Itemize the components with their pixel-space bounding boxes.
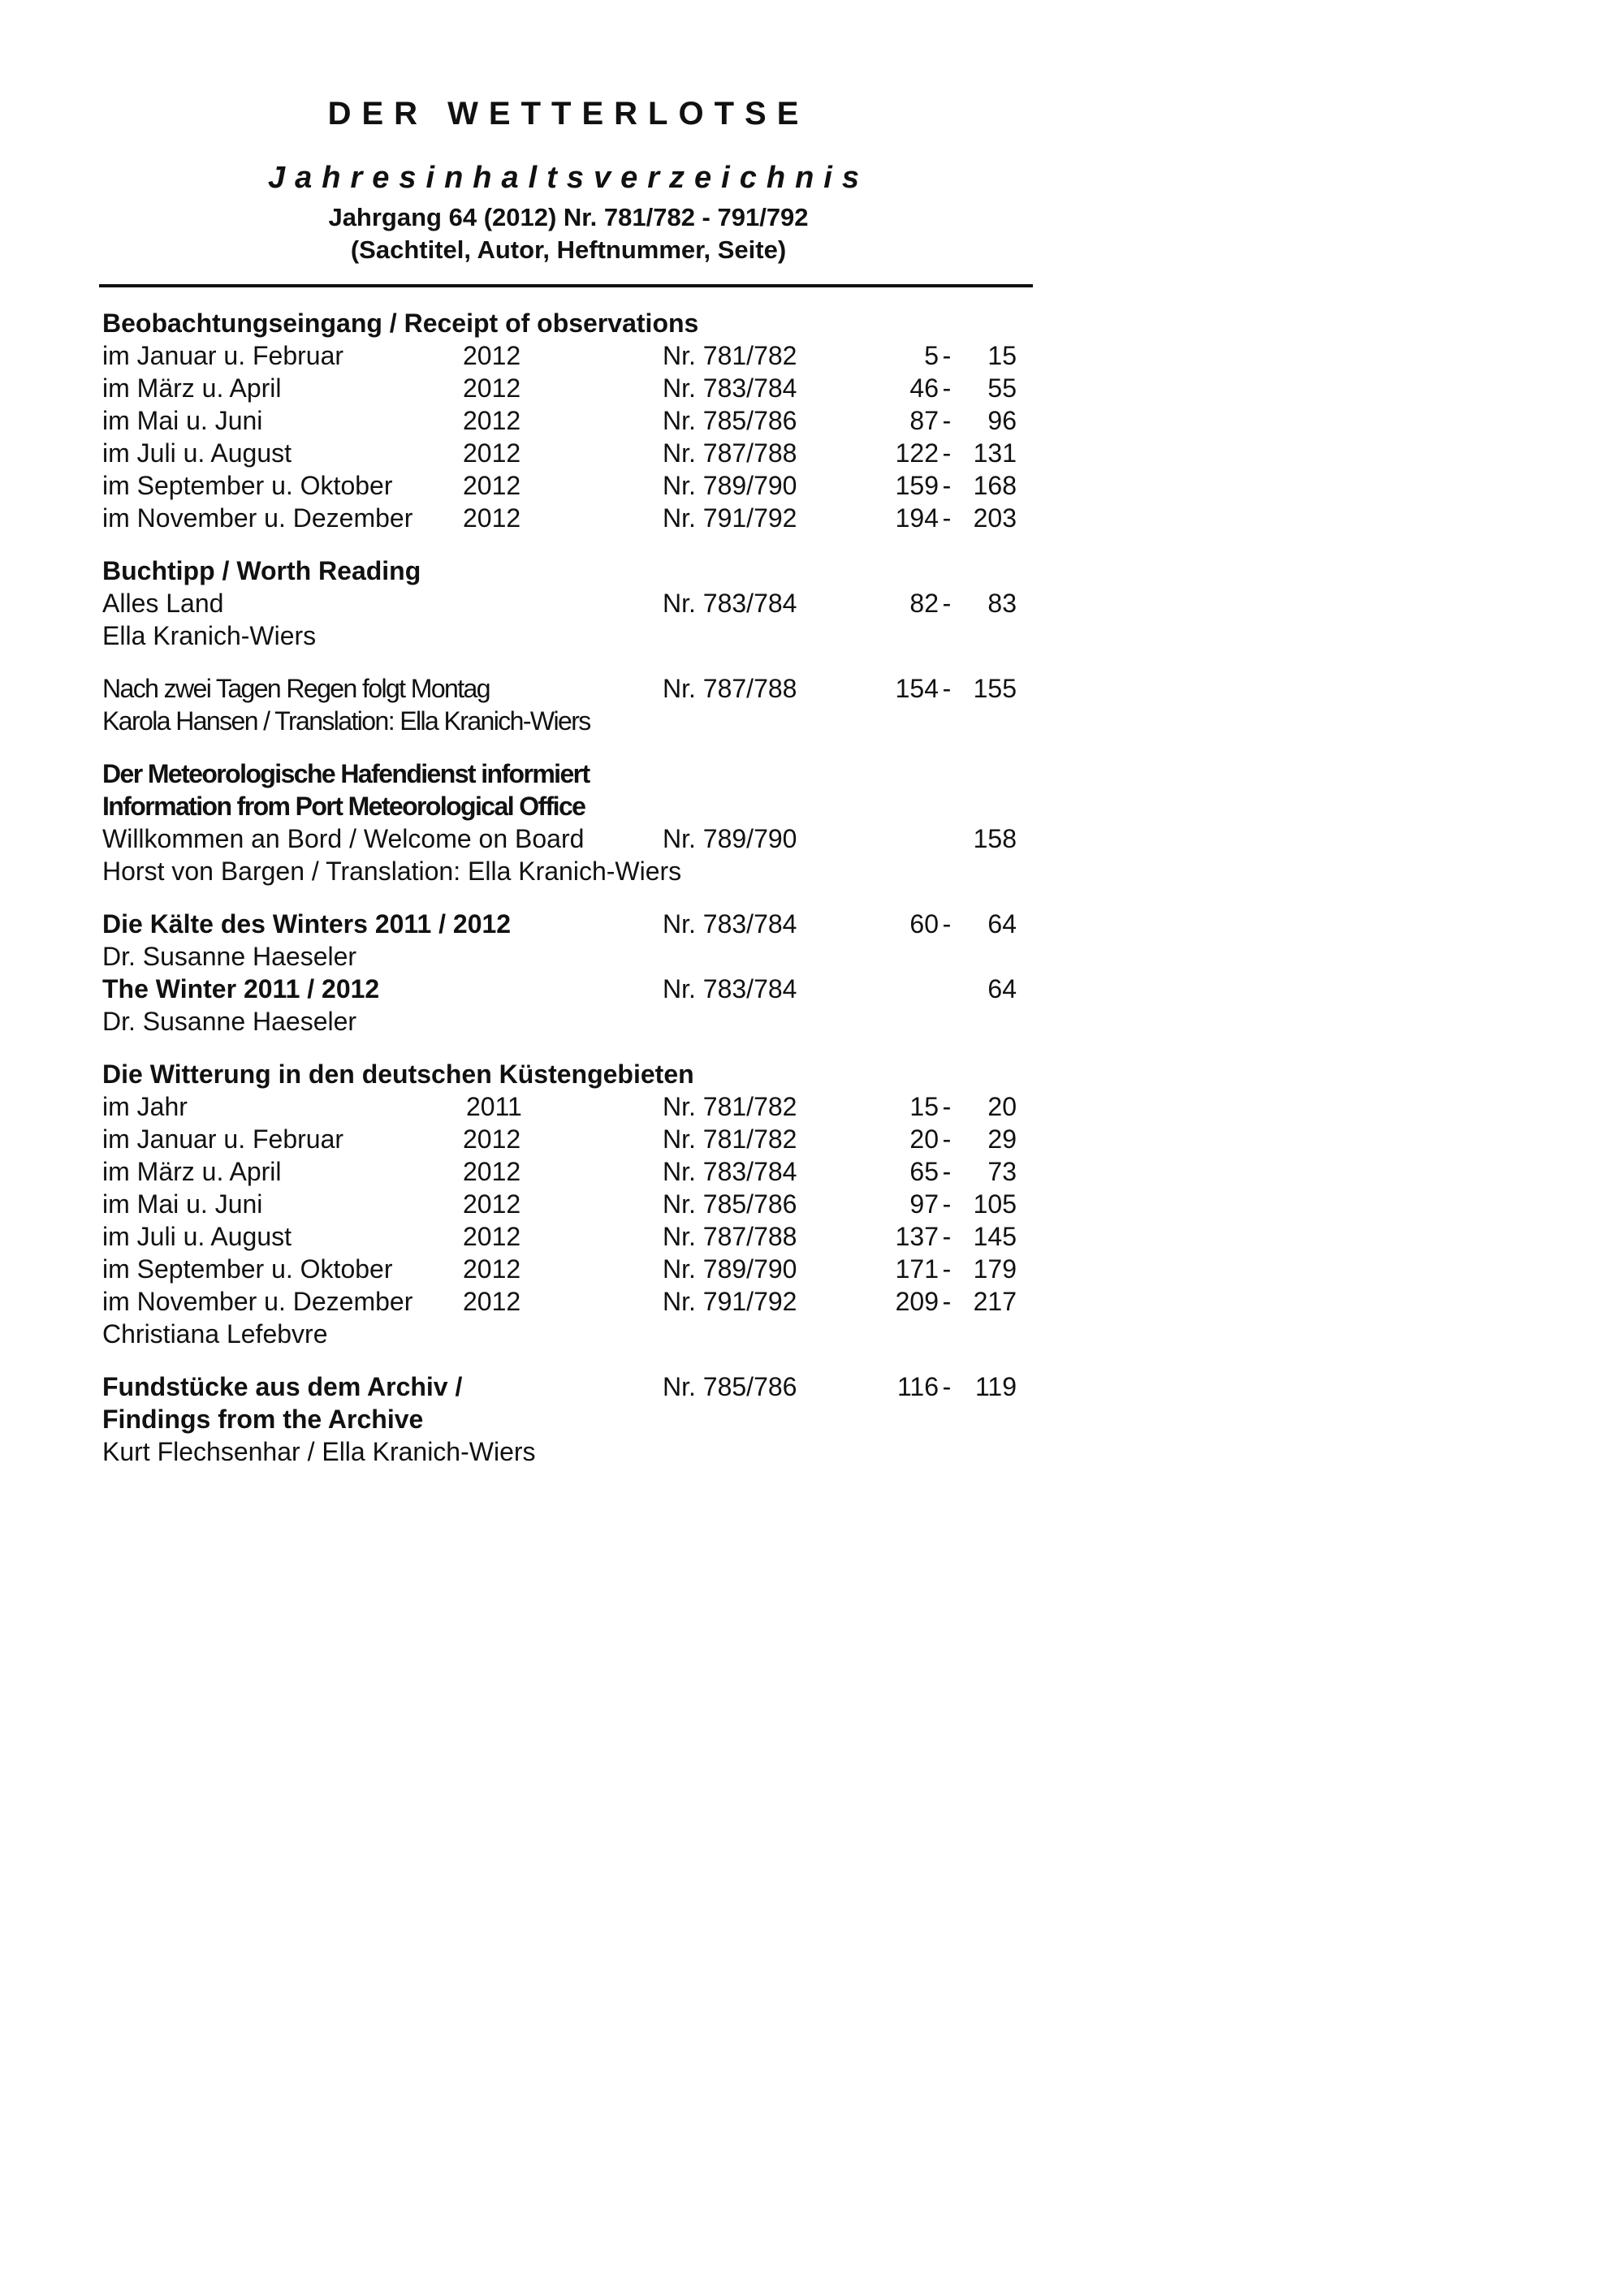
entry-page: 64 — [987, 974, 1017, 1003]
header-divider — [99, 284, 1033, 287]
entry-author: Dr. Susanne Haeseler — [102, 1007, 357, 1036]
entry-page: 158 — [973, 824, 1017, 853]
table-row — [102, 404, 1060, 437]
row-issue: Nr. 781/782 — [663, 341, 797, 370]
row-page-from: 137 — [895, 1222, 939, 1251]
table-row — [102, 502, 1060, 534]
row-page-to: 131 — [973, 438, 1017, 468]
entry-row — [102, 587, 1060, 619]
index-subtitle: Jahresinhaltsverzeichnis — [268, 161, 869, 195]
row-page-to: 105 — [973, 1189, 1017, 1219]
row-year: 2012 — [463, 1287, 521, 1316]
row-issue: Nr. 791/792 — [663, 503, 797, 533]
entry-issue: Nr. 789/790 — [663, 824, 797, 853]
row-page-from: 46 — [909, 373, 939, 403]
entry-title: Fundstücke aus dem Archiv / — [102, 1372, 463, 1401]
row-year: 2012 — [463, 1222, 521, 1251]
row-page-from: 15 — [909, 1092, 939, 1121]
row-year: 2012 — [463, 406, 521, 435]
row-issue: Nr. 781/782 — [663, 1092, 797, 1121]
row-label: im Jahr — [102, 1092, 188, 1121]
row-label: im September u. Oktober — [102, 1254, 393, 1284]
row-page-from: 87 — [909, 406, 939, 435]
row-page-from: 209 — [895, 1287, 939, 1316]
row-label: im Mai u. Juni — [102, 406, 263, 435]
row-dash: - — [942, 438, 952, 468]
row-dash: - — [942, 1222, 952, 1251]
row-year: 2012 — [463, 1124, 521, 1154]
entry-issue: Nr. 783/784 — [663, 909, 797, 939]
row-issue: Nr. 785/786 — [663, 1189, 797, 1219]
row-issue: Nr. 785/786 — [663, 406, 797, 435]
row-issue: Nr. 789/790 — [663, 1254, 797, 1284]
row-dash: - — [942, 503, 952, 533]
row-page-from: 159 — [895, 471, 939, 500]
entry-row — [102, 908, 1060, 940]
journal-title: DER WETTERLOTSE — [327, 96, 810, 132]
row-label: im Januar u. Februar — [102, 1124, 344, 1154]
entry-title-continued: Findings from the Archive — [102, 1405, 424, 1434]
entry-dash: - — [942, 589, 952, 618]
table-row — [102, 437, 1060, 469]
volume-line: Jahrgang 64 (2012) Nr. 781/782 - 791/792 — [328, 203, 809, 231]
row-dash: - — [942, 1157, 952, 1186]
row-page-from: 97 — [909, 1189, 939, 1219]
row-page-to: 203 — [973, 503, 1017, 533]
row-year: 2012 — [463, 1157, 521, 1186]
row-page-to: 15 — [987, 341, 1017, 370]
entry-title: Alles Land — [102, 589, 224, 618]
entry-page-from: 154 — [895, 674, 939, 703]
row-page-to: 217 — [973, 1287, 1017, 1316]
row-page-from: 5 — [924, 341, 939, 370]
section-heading-beobachtung: Beobachtungseingang / Receipt of observations — [102, 309, 699, 338]
entry-title: Willkommen an Bord / Welcome on Board — [102, 824, 585, 853]
row-issue: Nr. 789/790 — [663, 471, 797, 500]
entry-author: Horst von Bargen / Translation: Ella Kranich-Wiers — [102, 857, 682, 886]
entry-page-to: 64 — [987, 909, 1017, 939]
entry-page-to: 83 — [987, 589, 1017, 618]
row-label: im Mai u. Juni — [102, 1189, 263, 1219]
table-row — [102, 339, 1060, 372]
entry-row — [102, 973, 1060, 1005]
table-row — [102, 1188, 1060, 1220]
row-page-to: 73 — [987, 1157, 1017, 1186]
row-page-from: 20 — [909, 1124, 939, 1154]
row-dash: - — [942, 1287, 952, 1316]
entry-issue: Nr. 785/786 — [663, 1372, 797, 1401]
table-row — [102, 1253, 1060, 1285]
table-row — [102, 1123, 1060, 1155]
row-year: 2012 — [463, 373, 521, 403]
row-page-from: 171 — [895, 1254, 939, 1284]
entry-title: The Winter 2011 / 2012 — [102, 974, 380, 1003]
row-page-to: 179 — [973, 1254, 1017, 1284]
entry-row — [102, 672, 1060, 705]
row-year: 2012 — [463, 1254, 521, 1284]
section-heading-port-office: Information from Port Meteorological Office — [102, 792, 585, 821]
row-year: 2012 — [463, 471, 521, 500]
table-row — [102, 1220, 1060, 1253]
legend-line: (Sachtitel, Autor, Heftnummer, Seite) — [350, 235, 787, 264]
entry-page-to: 119 — [974, 1372, 1017, 1401]
row-label: im Juli u. August — [102, 438, 292, 468]
row-label: im März u. April — [102, 1157, 282, 1186]
row-page-to: 55 — [987, 373, 1017, 403]
row-year: 2011 — [466, 1092, 522, 1121]
row-year: 2012 — [463, 438, 521, 468]
row-page-to: 20 — [987, 1092, 1017, 1121]
row-dash: - — [942, 1254, 952, 1284]
entry-row — [102, 822, 1060, 855]
entry-page-from: 82 — [909, 589, 939, 618]
row-issue: Nr. 787/788 — [663, 438, 797, 468]
entry-title: Nach zwei Tagen Regen folgt Montag — [102, 674, 490, 703]
table-row — [102, 1155, 1060, 1188]
entry-dash: - — [942, 909, 952, 939]
row-page-to: 145 — [973, 1222, 1017, 1251]
row-dash: - — [942, 1124, 952, 1154]
row-label: im September u. Oktober — [102, 471, 393, 500]
entry-page-to: 155 — [973, 674, 1017, 703]
entry-author: Dr. Susanne Haeseler — [102, 942, 357, 971]
entry-issue: Nr. 787/788 — [663, 674, 797, 703]
row-issue: Nr. 787/788 — [663, 1222, 797, 1251]
entry-title: Die Kälte des Winters 2011 / 2012 — [102, 909, 512, 939]
table-row — [102, 1090, 1060, 1123]
entry-author: Kurt Flechsenhar / Ella Kranich-Wiers — [102, 1437, 536, 1466]
entry-page-from: 116 — [896, 1372, 939, 1401]
row-year: 2012 — [463, 1189, 521, 1219]
entry-author: Christiana Lefebvre — [102, 1319, 328, 1349]
entry-issue: Nr. 783/784 — [663, 974, 797, 1003]
section-heading-witterung: Die Witterung in den deutschen Küstengebieten — [102, 1060, 694, 1089]
entry-page-from: 60 — [909, 909, 939, 939]
row-page-from: 65 — [909, 1157, 939, 1186]
row-issue: Nr. 783/784 — [663, 373, 797, 403]
row-issue: Nr. 791/792 — [663, 1287, 797, 1316]
row-page-to: 29 — [987, 1124, 1017, 1154]
entry-author: Karola Hansen / Translation: Ella Kranich-Wiers — [102, 706, 590, 736]
table-row — [102, 372, 1060, 404]
row-dash: - — [942, 373, 952, 403]
entry-author: Ella Kranich-Wiers — [102, 621, 317, 650]
row-page-to: 96 — [987, 406, 1017, 435]
row-label: im November u. Dezember — [102, 1287, 413, 1316]
entry-dash: - — [942, 674, 952, 703]
entry-dash: - — [942, 1372, 952, 1401]
table-row — [102, 469, 1060, 502]
row-year: 2012 — [463, 341, 521, 370]
table-row — [102, 1285, 1060, 1318]
row-dash: - — [942, 341, 952, 370]
row-dash: - — [942, 1189, 952, 1219]
row-label: im Januar u. Februar — [102, 341, 344, 370]
row-dash: - — [942, 471, 952, 500]
row-issue: Nr. 781/782 — [663, 1124, 797, 1154]
entry-issue: Nr. 783/784 — [663, 589, 797, 618]
row-page-from: 194 — [895, 503, 939, 533]
section-heading-buchtipp: Buchtipp / Worth Reading — [102, 556, 421, 585]
row-page-from: 122 — [895, 438, 939, 468]
row-label: im März u. April — [102, 373, 282, 403]
row-dash: - — [942, 1092, 952, 1121]
entry-row — [102, 1370, 1060, 1403]
row-page-to: 168 — [973, 471, 1017, 500]
row-label: im Juli u. August — [102, 1222, 292, 1251]
row-label: im November u. Dezember — [102, 503, 413, 533]
row-dash: - — [942, 406, 952, 435]
row-issue: Nr. 783/784 — [663, 1157, 797, 1186]
row-year: 2012 — [463, 503, 521, 533]
section-heading-hafendienst: Der Meteorologische Hafendienst informiert — [102, 759, 590, 788]
